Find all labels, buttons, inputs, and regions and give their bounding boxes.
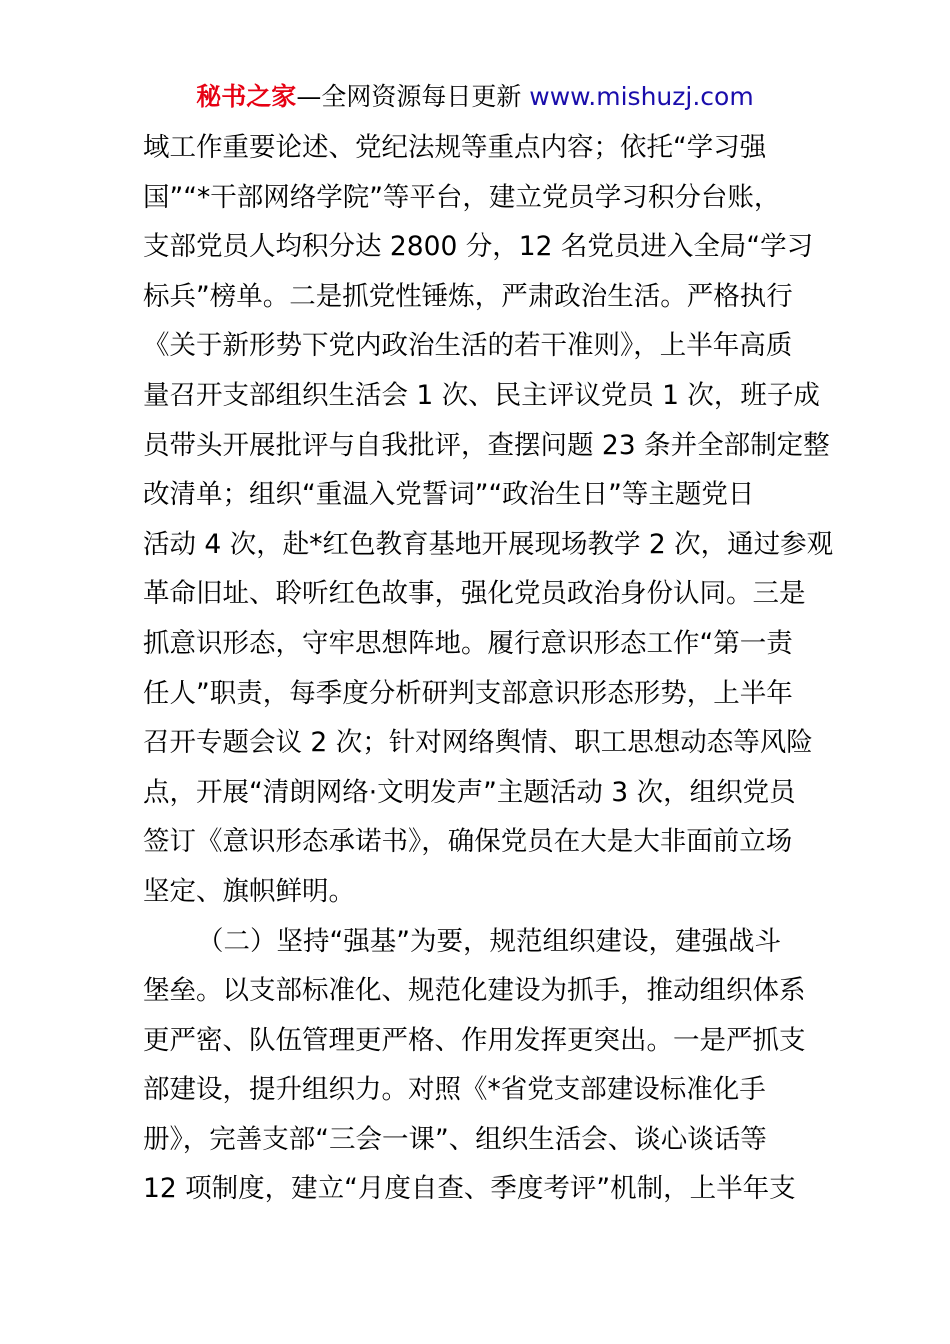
site-header (0, 80, 950, 114)
text-line: 任人”职责，每季度分析研判支部意识形态形势，上半年 (143, 677, 793, 709)
text-line: 部建设，提升组织力。对照《*省党支部建设标准化手 (143, 1074, 766, 1106)
text-line: 支部党员人均积分达 2800 分，12 名党员进入全局“学习 (143, 231, 814, 263)
text-line: 《关于新形势下党内政治生活的若干准则》，上半年高质 (143, 330, 793, 362)
text-line: 抓意识形态，守牢思想阵地。履行意识形态工作“第一责 (143, 627, 793, 659)
text-line: 堡垒。以支部标准化、规范化建设为抓手，推动组织体系 (143, 975, 806, 1007)
text-line: 改清单；组织“重温入党誓词”“政治生日”等主题党日 (143, 479, 755, 511)
text-line: 点，开展“清朗网络·文明发声”主题活动 3 次，组织党员 (143, 776, 796, 808)
document-body (143, 123, 834, 1214)
text-line: 12 项制度，建立“月度自查、季度考评”机制，上半年支 (143, 1173, 796, 1205)
site-url-link[interactable]: www.mishuzj.com (529, 82, 754, 111)
text-line: 革命旧址、聆听红色故事，强化党员政治身份认同。三是 (143, 578, 806, 610)
text-line: 册》，完善支部“三会一课”、组织生活会、谈心谈话等 (143, 1123, 767, 1155)
text-line: 签订《意识形态承诺书》，确保党员在大是大非面前立场 (143, 826, 793, 858)
text-line: 域工作重要论述、党纪法规等重点内容；依托“学习强 (143, 132, 767, 163)
section-heading-line: （二）坚持“强基”为要，规范组织建设，建强战斗 (197, 925, 781, 957)
text-line: 国”“*干部网络学院”等平台，建立党员学习积分台账， (143, 181, 781, 213)
site-name: 秘书之家 (196, 82, 297, 111)
site-tagline: —全网资源每日更新 (296, 82, 530, 111)
text-line: 活动 4 次，赴*红色教育基地开展现场教学 2 次，通过参观 (143, 528, 834, 560)
text-line: 更严密、队伍管理更严格、作用发挥更突出。一是严抓支 (143, 1024, 806, 1056)
text-line: 召开专题会议 2 次；针对网络舆情、职工思想动态等风险 (143, 727, 813, 759)
text-line: 坚定、旗帜鲜明。 (143, 875, 355, 907)
text-line: 量召开支部组织生活会 1 次、民主评议党员 1 次，班子成 (143, 379, 820, 411)
text-line: 员带头开展批评与自我批评，查摆问题 23 条并全部制定整 (143, 429, 830, 461)
text-line: 标兵”榜单。二是抓党性锤炼，严肃政治生活。严格执行 (143, 280, 793, 312)
